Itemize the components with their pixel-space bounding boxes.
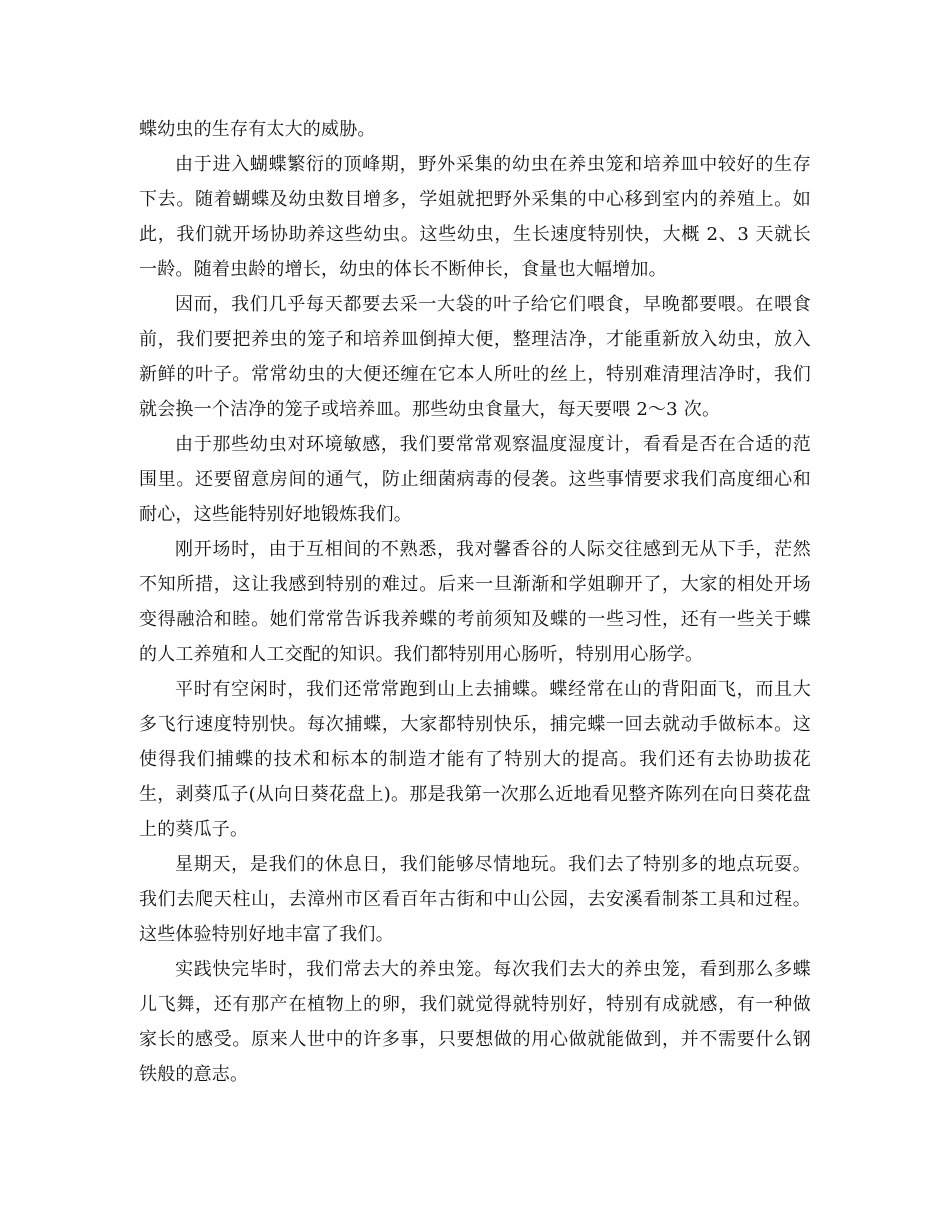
paragraph: 因而，我们几乎每天都要去采一大袋的叶子给它们喂食，早晚都要喂。在喂食前，我们要把养虫的笼子和培养皿倒掉大便，整理洁净，才能重新放入幼虫，放入新鲜的叶子。常常幼虫的大便还缠在它本人所吐的丝上，特别难清理洁净时，我们就会换一个洁净的笼子或培养皿。那些幼虫食量大，每天要喂 2～3 次。 [139, 294, 811, 420]
document-body [139, 112, 811, 1092]
paragraph: 实践快完毕时，我们常去大的养虫笼。每次我们去大的养虫笼，看到那么多蝶儿飞舞，还有那产在植物上的卵，我们就觉得就特别好，特别有成就感，有一种做家长的感受。原来人世中的许多事，只要想做的用心做就能做到，并不需要什么钢铁般的意志。 [139, 959, 811, 1085]
paragraph: 星期天，是我们的休息日，我们能够尽情地玩。我们去了特别多的地点玩耍。我们去爬天柱山，去漳州市区看百年古街和中山公园，去安溪看制茶工具和过程。这些体验特别好地丰富了我们。 [139, 854, 811, 945]
paragraph: 刚开场时，由于互相间的不熟悉，我对馨香谷的人际交往感到无从下手，茫然不知所措，这让我感到特别的难过。后来一旦渐渐和学姐聊开了，大家的相处开场变得融洽和睦。她们常常告诉我养蝶的考前须知及蝶的一些习性，还有一些关于蝶的人工养殖和人工交配的知识。我们都特别用心肠听，特别用心肠学。 [139, 539, 811, 665]
paragraph-continuation: 蝶幼虫的生存有太大的威胁。 [139, 119, 376, 140]
paragraph: 平时有空闲时，我们还常常跑到山上去捕蝶。蝶经常在山的背阳面飞，而且大多飞行速度特别快。每次捕蝶，大家都特别快乐，捕完蝶一回去就动手做标本。这使得我们捕蝶的技术和标本的制造才能有了特别大的提高。我们还有去协助拔花生，剥葵瓜子(从向日葵花盘上)。那是我第一次那么近地看见整齐陈列在向日葵花盘上的葵瓜子。 [139, 679, 811, 840]
paragraph: 由于那些幼虫对环境敏感，我们要常常观察温度湿度计，看看是否在合适的范围里。还要留意房间的通气，防止细菌病毒的侵袭。这些事情要求我们高度细心和耐心，这些能特别好地锻炼我们。 [139, 434, 811, 525]
paragraph: 由于进入蝴蝶繁衍的顶峰期，野外采集的幼虫在养虫笼和培养皿中较好的生存下去。随着蝴蝶及幼虫数目增多，学姐就把野外采集的中心移到室内的养殖上。如此，我们就开场协助养这些幼虫。这些幼虫，生长速度特别快，大概 2、3 天就长一龄。随着虫龄的增长，幼虫的体长不断伸长，食量也大幅增加。 [139, 154, 811, 280]
